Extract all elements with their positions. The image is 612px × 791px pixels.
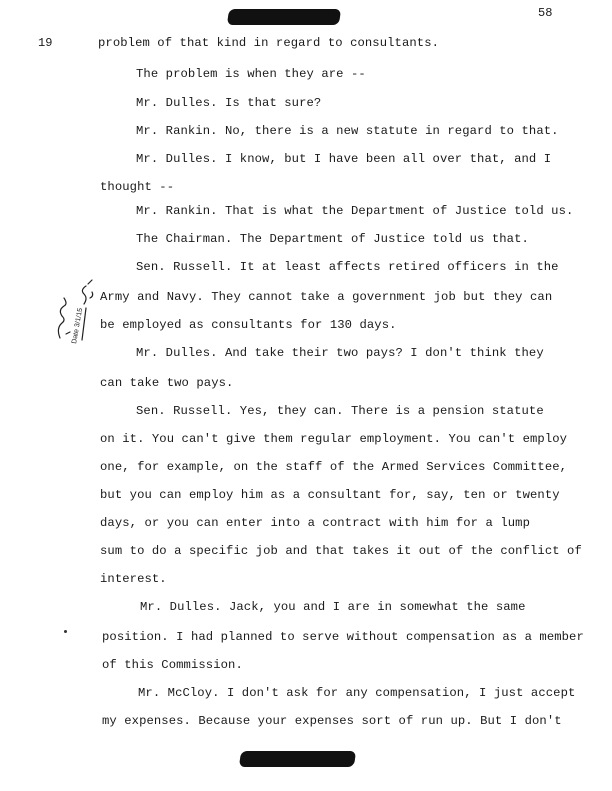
transcript-line: problem of that kind in regard to consultants. bbox=[98, 36, 440, 50]
transcript-line: Sen. Russell. It at least affects retired officers in the bbox=[136, 260, 559, 274]
transcript-line: Mr. Dulles. Is that sure? bbox=[136, 96, 322, 110]
page-number: 58 bbox=[538, 6, 553, 20]
transcript-line: position. I had planned to serve without compensation as a member bbox=[102, 630, 584, 644]
transcript-line: interest. bbox=[100, 572, 167, 586]
transcript-line: can take two pays. bbox=[100, 376, 234, 390]
transcript-line: Mr. Dulles. Jack, you and I are in somewhat the same bbox=[140, 600, 526, 614]
transcript-line: my expenses. Because your expenses sort of run up. But I don't bbox=[102, 714, 562, 728]
transcript-line: Mr. Dulles. And take their two pays? I don't think they bbox=[136, 346, 544, 360]
transcript-line: Mr. Dulles. I know, but I have been all over that, and I bbox=[136, 152, 552, 166]
transcript-line: The Chairman. The Department of Justice told us that. bbox=[136, 232, 529, 246]
transcript-line: Mr. Rankin. That is what the Department of Justice told us. bbox=[136, 204, 574, 218]
redaction-bar-top bbox=[227, 9, 341, 25]
transcript-line: but you can employ him as a consultant for, say, ten or twenty bbox=[100, 488, 560, 502]
scan-speck bbox=[64, 630, 67, 633]
transcript-line: Sen. Russell. Yes, they can. There is a pension statute bbox=[136, 404, 544, 418]
transcript-line: be employed as consultants for 130 days. bbox=[100, 318, 397, 332]
margin-line-number: 19 bbox=[38, 36, 53, 50]
transcript-line: of this Commission. bbox=[102, 658, 243, 672]
transcript-line: one, for example, on the staff of the Armed Services Committee, bbox=[100, 460, 568, 474]
transcript-line: Army and Navy. They cannot take a government job but they can bbox=[100, 290, 553, 304]
transcript-line: Mr. Rankin. No, there is a new statute in regard to that. bbox=[136, 124, 559, 138]
transcript-line: thought -- bbox=[100, 180, 175, 194]
handwritten-annotation bbox=[52, 268, 112, 348]
transcript-line: sum to do a specific job and that takes it out of the conflict of bbox=[100, 544, 582, 558]
transcript-line: Mr. McCloy. I don't ask for any compensation, I just accept bbox=[138, 686, 576, 700]
handwritten-initials-signature bbox=[52, 268, 112, 348]
svg-text:Date 3/1/15: Date 3/1/15 bbox=[71, 307, 85, 345]
transcript-line: The problem is when they are -- bbox=[136, 67, 366, 81]
transcript-line: days, or you can enter into a contract with him for a lump bbox=[100, 516, 530, 530]
redaction-bar-bottom bbox=[239, 751, 356, 767]
transcript-line: on it. You can't give them regular employment. You can't employ bbox=[100, 432, 568, 446]
